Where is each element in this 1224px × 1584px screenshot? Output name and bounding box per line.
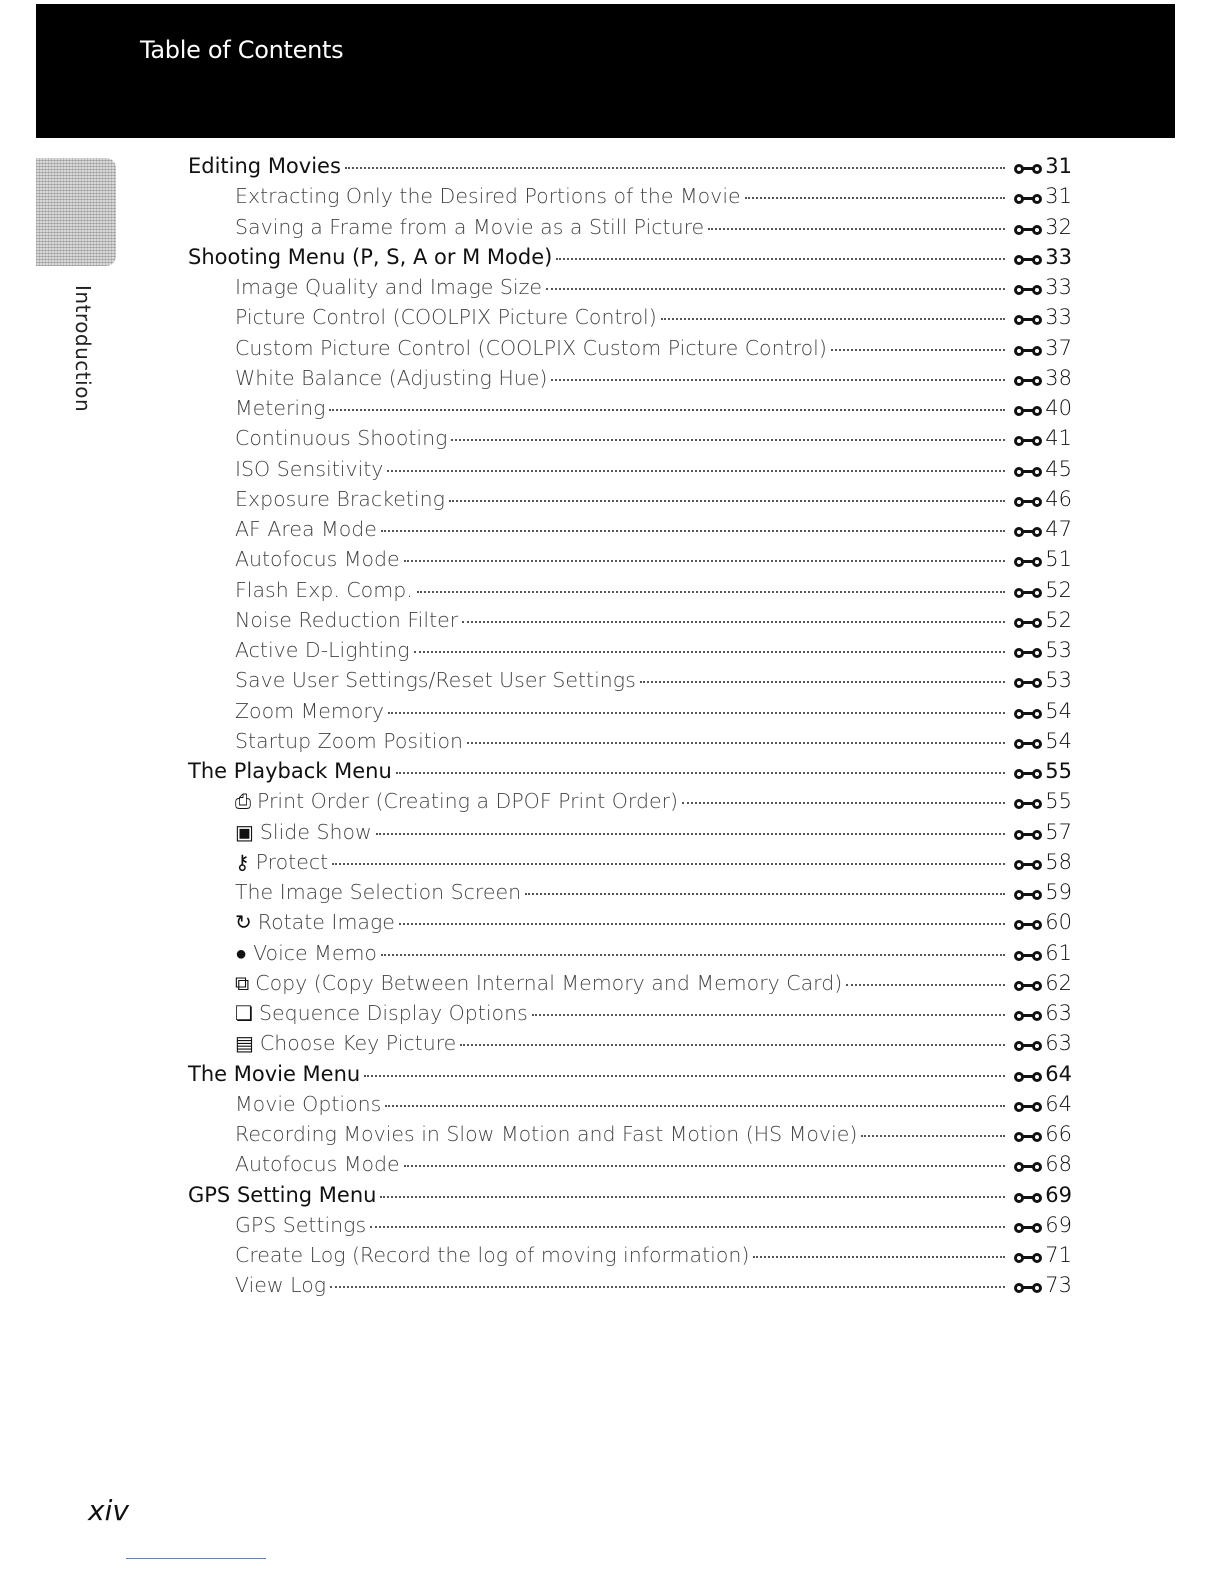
page-ref-number: 68 [1045, 1152, 1072, 1177]
dot-leader [404, 1165, 1006, 1167]
page-reference [1013, 578, 1072, 602]
dot-leader [388, 712, 1005, 714]
page-ref-number: 58 [1045, 849, 1072, 874]
toc-entry-label: Copy (Copy Between Internal Memory and Memory Card) [255, 970, 843, 995]
dot-leader [846, 984, 1005, 986]
reference-section-icon [1013, 1005, 1043, 1021]
toc-entry-label: Extracting Only the Desired Portions of the Movie [235, 184, 741, 209]
page-ref-number: 57 [1045, 819, 1072, 844]
toc-entry-label: Voice Memo [253, 940, 377, 965]
toc-entry-label: Image Quality and Image Size [235, 275, 542, 299]
toc-entry-label: View Log [235, 1273, 327, 1298]
page-ref-number: 64 [1045, 1061, 1072, 1086]
page-ref-number: 54 [1045, 698, 1072, 723]
reference-section-icon [1013, 521, 1043, 537]
toc-entry-row[interactable] [188, 789, 1072, 819]
toc-entry-row[interactable] [188, 668, 1072, 698]
dot-leader [381, 530, 1005, 532]
page-ref-number: 54 [1045, 728, 1072, 753]
page-reference [1013, 426, 1072, 450]
reference-section-icon [1013, 884, 1043, 900]
toc-entry-row[interactable] [188, 1031, 1072, 1061]
page-ref-number: 60 [1045, 910, 1072, 935]
page-reference [1013, 1152, 1072, 1176]
dot-leader [417, 591, 1006, 593]
reference-section-icon [1013, 219, 1043, 235]
page-reference [1013, 850, 1072, 874]
page-ref-number: 53 [1045, 638, 1072, 662]
page-ref-number: 73 [1045, 1273, 1072, 1298]
dot-leader [332, 863, 1005, 865]
reference-section-icon [1013, 370, 1043, 386]
page-ref-number: 51 [1045, 547, 1072, 572]
toc-entry-label: Shooting Menu (P, S, A or M Mode) [188, 244, 553, 269]
toc-entry-row[interactable] [188, 971, 1072, 1001]
reference-section-icon [1013, 1217, 1043, 1233]
page-reference [1013, 517, 1072, 541]
toc-entry-label: Autofocus Mode [235, 547, 400, 572]
toc-entry-label: Active D-Lighting [235, 638, 410, 662]
toc-section-row[interactable] [188, 154, 1072, 184]
toc-entry-label: Metering [235, 396, 326, 420]
dot-leader [399, 923, 1005, 925]
toc-entry-label: Flash Exp. Comp. [235, 577, 413, 602]
dot-leader [462, 621, 1005, 623]
microphone-icon: ● [235, 940, 248, 965]
toc-entry-row[interactable] [188, 1273, 1072, 1303]
toc-entry-row[interactable] [188, 729, 1072, 759]
page-ref-number: 69 [1045, 1212, 1072, 1237]
reference-section-icon [1013, 400, 1043, 416]
toc-entry-row[interactable] [188, 699, 1072, 729]
page-reference [1013, 910, 1072, 934]
dot-leader [745, 197, 1006, 199]
page-ref-number: 47 [1045, 517, 1072, 541]
reference-section-icon [1013, 188, 1043, 204]
dot-leader [385, 1105, 1005, 1107]
page-reference [1013, 759, 1072, 783]
toc-entry-label: Sequence Display Options [258, 1001, 528, 1025]
page-ref-number: 38 [1045, 365, 1072, 390]
section-tab [36, 158, 116, 266]
page-reference [1013, 1243, 1072, 1267]
page-reference [1013, 699, 1072, 723]
toc-section-row[interactable] [188, 1062, 1072, 1092]
toc-entry-row[interactable] [188, 1152, 1072, 1182]
page-ref-number: 63 [1045, 1001, 1072, 1025]
page-title: Table of Contents [140, 36, 344, 64]
dot-leader [753, 1256, 1005, 1258]
page-reference [1013, 487, 1072, 511]
page-number: xiv [88, 1494, 129, 1527]
toc-entry-row[interactable] [188, 1001, 1072, 1031]
copy-icon: ⧉ [235, 970, 250, 995]
toc-entry-row[interactable] [188, 336, 1072, 366]
dot-leader [708, 228, 1005, 230]
toc-entry-row[interactable] [188, 941, 1072, 971]
toc-entry-label: The Image Selection Screen [235, 880, 522, 904]
reference-section-icon [1013, 793, 1043, 809]
toc-entry-row[interactable] [188, 850, 1072, 880]
page-ref-number: 53 [1045, 668, 1072, 693]
toc-entry-label: Custom Picture Control (COOLPIX Custom Picture Control) [235, 335, 827, 360]
reference-section-icon [1013, 340, 1043, 356]
reference-section-icon [1013, 1277, 1043, 1293]
toc-entry-label: Print Order (Creating a DPOF Print Order) [257, 789, 679, 814]
page-ref-number: 40 [1045, 396, 1072, 420]
toc-entry-label: White Balance (Adjusting Hue) [235, 365, 548, 390]
dot-leader [640, 681, 1006, 683]
reference-section-icon [1013, 1066, 1043, 1082]
dot-leader [380, 1196, 1005, 1198]
toc-entry-row[interactable] [188, 487, 1072, 517]
toc-entry-label: Saving a Frame from a Movie as a Still Picture [235, 214, 705, 239]
toc-entry-row[interactable] [188, 426, 1072, 456]
page-ref-number: 52 [1045, 607, 1072, 632]
dot-leader [370, 1226, 1005, 1228]
page-reference [1013, 1183, 1072, 1207]
toc-entry-row[interactable] [188, 517, 1072, 547]
reference-section-icon [1013, 1247, 1043, 1263]
toc-entry-label: The Playback Menu [188, 759, 392, 783]
page-ref-number: 37 [1045, 335, 1072, 360]
reference-section-icon [1013, 612, 1043, 628]
reference-section-icon [1013, 1187, 1043, 1203]
toc-entry-label: Exposure Bracketing [235, 486, 445, 511]
toc-entry-row[interactable] [188, 457, 1072, 487]
page-reference [1013, 547, 1072, 571]
reference-section-icon [1013, 1156, 1043, 1172]
toc-entry-label: Recording Movies in Slow Motion and Fast Motion (HS Movie) [235, 1122, 858, 1146]
table-of-contents [188, 154, 1072, 1304]
toc-entry-row[interactable] [188, 215, 1072, 245]
dot-leader [460, 1044, 1005, 1046]
toc-entry-label: Movie Options [235, 1091, 382, 1116]
page-reference [1013, 215, 1072, 239]
reference-section-icon [1013, 945, 1043, 961]
reference-section-icon [1013, 279, 1043, 295]
dot-leader [329, 409, 1005, 411]
header-bar [36, 4, 1175, 138]
toc-entry-label: Noise Reduction Filter [235, 607, 459, 632]
toc-entry-row[interactable] [188, 1122, 1072, 1152]
toc-entry-label: Save User Settings/Reset User Settings [235, 668, 636, 693]
page-ref-number: 33 [1045, 244, 1072, 269]
toc-entry-row[interactable] [188, 305, 1072, 335]
dot-leader [546, 288, 1005, 290]
toc-section-row[interactable] [188, 245, 1072, 275]
dot-leader [682, 802, 1005, 804]
reference-section-icon [1013, 1126, 1043, 1142]
page-reference [1013, 880, 1072, 904]
dot-leader [556, 258, 1005, 260]
section-label: Introduction [71, 285, 95, 413]
page-reference [1013, 396, 1072, 420]
toc-entry-label: ISO Sensitivity [235, 456, 384, 481]
dot-leader [467, 742, 1005, 744]
page-reference [1013, 1031, 1072, 1055]
rotate-image-icon: ↻ [235, 910, 252, 935]
page-reference [1013, 1062, 1072, 1086]
dot-leader [364, 1075, 1005, 1077]
page-ref-number: 33 [1045, 305, 1072, 330]
reference-section-icon [1013, 914, 1043, 930]
page-ref-number: 46 [1045, 486, 1072, 511]
toc-entry-row[interactable] [188, 820, 1072, 850]
reference-section-icon [1013, 249, 1043, 265]
toc-entry-row[interactable] [188, 547, 1072, 577]
page-ref-number: 61 [1045, 940, 1072, 965]
page-ref-number: 55 [1045, 759, 1072, 783]
page-reference [1013, 1092, 1072, 1116]
toc-entry-row[interactable] [188, 880, 1072, 910]
reference-section-icon [1013, 1096, 1043, 1112]
page-ref-number: 32 [1045, 214, 1072, 239]
toc-entry-row[interactable] [188, 275, 1072, 305]
reference-section-icon [1013, 491, 1043, 507]
dot-leader [387, 470, 1005, 472]
dot-leader [525, 893, 1005, 895]
page-ref-number: 71 [1045, 1243, 1072, 1267]
toc-section-row[interactable] [188, 1183, 1072, 1213]
toc-entry-row[interactable] [188, 366, 1072, 396]
page-ref-number: 31 [1045, 184, 1072, 209]
footer-divider [126, 1558, 266, 1559]
toc-entry-label: Zoom Memory [235, 698, 384, 723]
page-ref-number: 41 [1045, 426, 1072, 451]
toc-entry-row[interactable] [188, 910, 1072, 940]
dot-leader [414, 651, 1006, 653]
dot-leader [404, 560, 1006, 562]
dot-leader [532, 1014, 1006, 1016]
page-ref-number: 31 [1045, 154, 1072, 178]
toc-entry-label: The Movie Menu [188, 1061, 361, 1086]
page-reference [1013, 608, 1072, 632]
toc-entry-label: Slide Show [259, 819, 372, 844]
reference-section-icon [1013, 975, 1043, 991]
toc-entry-label: GPS Setting Menu [188, 1182, 377, 1207]
page-ref-number: 45 [1045, 456, 1072, 481]
page-reference [1013, 305, 1072, 329]
dot-leader [449, 500, 1005, 502]
dot-leader [831, 349, 1005, 351]
dot-leader [551, 379, 1005, 381]
page-reference [1013, 154, 1072, 178]
page-reference [1013, 1001, 1072, 1025]
toc-entry-row[interactable] [188, 578, 1072, 608]
reference-section-icon [1013, 461, 1043, 477]
page-reference [1013, 245, 1072, 269]
page-ref-number: 64 [1045, 1091, 1072, 1116]
key-picture-icon: ▤ [235, 1031, 254, 1056]
dot-leader [661, 318, 1006, 320]
page-ref-number: 62 [1045, 970, 1072, 995]
page-ref-number: 55 [1045, 789, 1072, 814]
reference-section-icon [1013, 158, 1043, 174]
toc-entry-label: Editing Movies [188, 154, 341, 178]
reference-section-icon [1013, 824, 1043, 840]
reference-section-icon [1013, 642, 1043, 658]
protect-key-icon: ⚷ [235, 849, 250, 874]
toc-entry-label: AF Area Mode [235, 517, 377, 541]
toc-entry-row[interactable] [188, 638, 1072, 668]
page-reference [1013, 729, 1072, 753]
page-ref-number: 69 [1045, 1182, 1072, 1207]
page-reference [1013, 1122, 1072, 1146]
reference-section-icon [1013, 854, 1043, 870]
toc-entry-row[interactable] [188, 184, 1072, 214]
sequence-display-icon: ❏ [235, 1001, 253, 1025]
page-reference [1013, 366, 1072, 390]
dot-leader [330, 1286, 1005, 1288]
page-reference [1013, 275, 1072, 299]
reference-section-icon [1013, 763, 1043, 779]
reference-section-icon [1013, 582, 1043, 598]
slide-show-icon: ▣ [235, 819, 254, 844]
dot-leader [376, 833, 1006, 835]
page-reference [1013, 971, 1072, 995]
toc-entry-row[interactable] [188, 1092, 1072, 1122]
toc-entry-row[interactable] [188, 1213, 1072, 1243]
toc-section-row[interactable] [188, 759, 1072, 789]
toc-entry-label: Rotate Image [257, 910, 395, 935]
reference-section-icon [1013, 733, 1043, 749]
page-reference [1013, 184, 1072, 208]
page-ref-number: 63 [1045, 1031, 1072, 1056]
toc-entry-label: Picture Control (COOLPIX Picture Control) [235, 305, 657, 330]
toc-entry-label: Continuous Shooting [235, 426, 448, 451]
dot-leader [861, 1135, 1005, 1137]
toc-entry-row[interactable] [188, 608, 1072, 638]
reference-section-icon [1013, 672, 1043, 688]
page-reference [1013, 457, 1072, 481]
page-reference [1013, 668, 1072, 692]
page-ref-number: 52 [1045, 577, 1072, 602]
reference-section-icon [1013, 430, 1043, 446]
toc-entry-label: Protect [255, 849, 329, 874]
reference-section-icon [1013, 1035, 1043, 1051]
dot-leader [381, 954, 1005, 956]
reference-section-icon [1013, 703, 1043, 719]
print-order-icon: ⎙ [235, 789, 251, 814]
page-reference [1013, 638, 1072, 662]
toc-entry-label: GPS Settings [235, 1212, 367, 1237]
page-ref-number: 33 [1045, 275, 1072, 299]
dot-leader [345, 167, 1005, 169]
dot-leader [451, 439, 1005, 441]
page-reference [1013, 789, 1072, 813]
page-ref-number: 66 [1045, 1122, 1072, 1146]
toc-entry-label: Startup Zoom Position [235, 728, 464, 753]
reference-section-icon [1013, 309, 1043, 325]
page-reference [1013, 1213, 1072, 1237]
page-reference [1013, 941, 1072, 965]
page-reference [1013, 820, 1072, 844]
toc-entry-row[interactable] [188, 396, 1072, 426]
page-reference [1013, 1273, 1072, 1297]
reference-section-icon [1013, 551, 1043, 567]
toc-entry-label: Autofocus Mode [235, 1152, 400, 1177]
toc-entry-label: Create Log (Record the log of moving information) [235, 1243, 750, 1267]
page-ref-number: 59 [1045, 880, 1072, 904]
toc-entry-label: Choose Key Picture [259, 1031, 457, 1056]
dot-leader [396, 772, 1006, 774]
toc-entry-row[interactable] [188, 1243, 1072, 1273]
page-reference [1013, 336, 1072, 360]
